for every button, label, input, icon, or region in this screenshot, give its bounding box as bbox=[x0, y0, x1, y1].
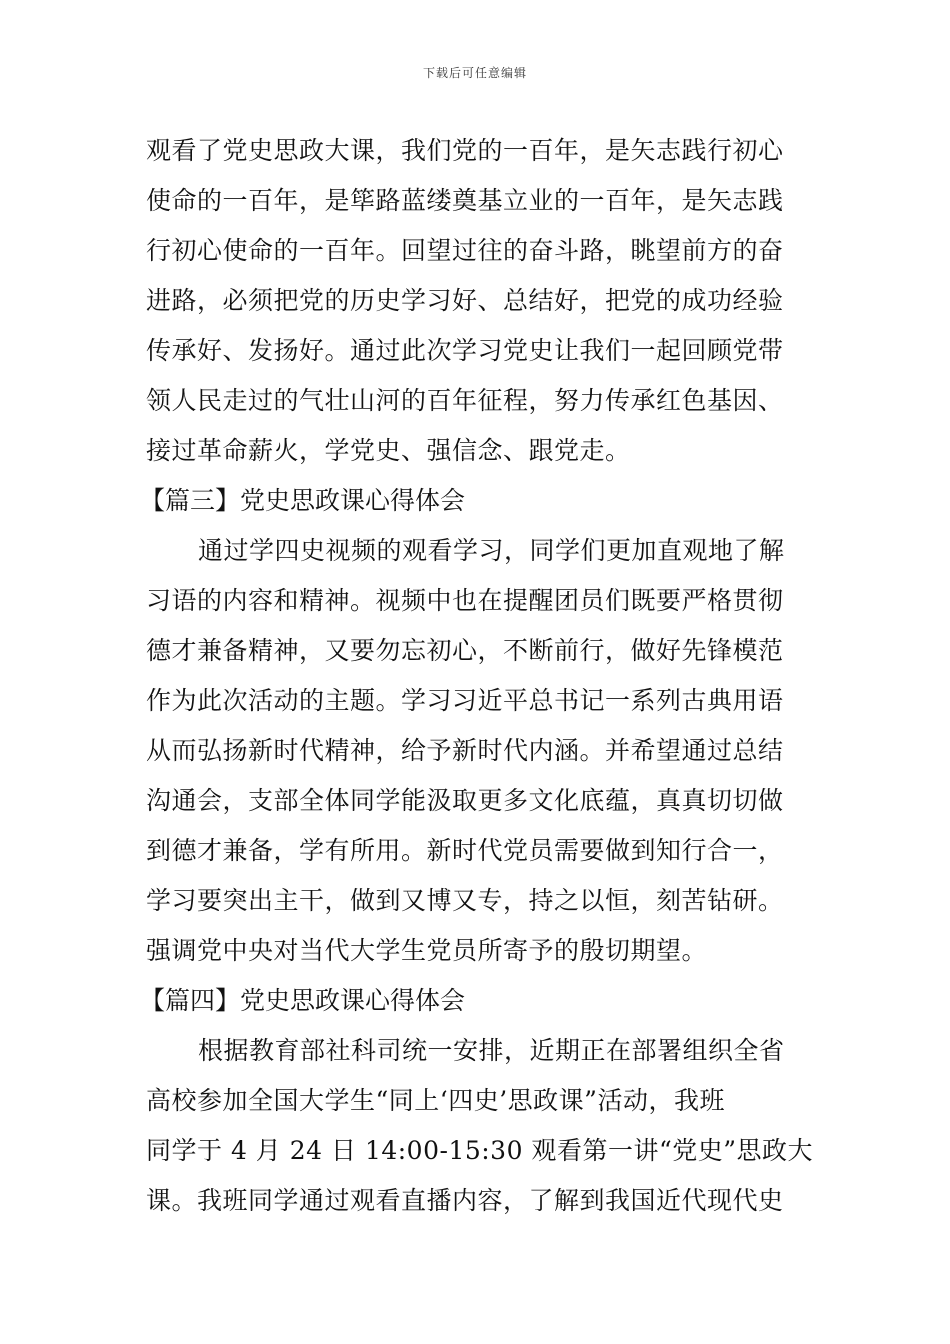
text-line: 领人民走过的气壮山河的百年征程，努力传承红色基因、 bbox=[146, 386, 784, 415]
text-line: 根据教育部社科司统一安排，近期正在部署组织全省 bbox=[198, 1036, 785, 1065]
section-heading-4: 【篇四】党史思政课心得体会 bbox=[140, 986, 466, 1015]
text-line: 传承好、发扬好。通过此次学习党史让我们一起回顾党带 bbox=[146, 336, 784, 365]
text-line: 习语的内容和精神。视频中也在提醒团员们既要严格贯彻 bbox=[146, 586, 784, 615]
text-line: 接过革命薪火，学党史、强信念、跟党走。 bbox=[146, 436, 631, 465]
text-line: 高校参加全国大学生“同上‘四史’思政课”活动，我班 bbox=[146, 1086, 725, 1115]
text-line: 到德才兼备，学有所用。新时代党员需要做到知行合一， bbox=[146, 836, 784, 865]
text-line: 观看了党史思政大课，我们党的一百年，是矢志践行初心 bbox=[146, 136, 784, 165]
text-line: 学习要突出主干，做到又博又专，持之以恒，刻苦钻研。 bbox=[146, 886, 784, 915]
section-4-body bbox=[146, 1026, 812, 1226]
section-heading-3: 【篇三】党史思政课心得体会 bbox=[140, 486, 466, 515]
paragraph-1 bbox=[146, 126, 812, 476]
header-note: 下载后可任意编辑 bbox=[422, 66, 527, 80]
text-line: 使命的一百年，是筚路蓝缕奠基立业的一百年，是矢志践 bbox=[146, 186, 784, 215]
text-line: 从而弘扬新时代精神，给予新时代内涵。并希望通过总结 bbox=[146, 736, 784, 765]
text-line: 强调党中央对当代大学生党员所寄予的殷切期望。 bbox=[146, 936, 708, 965]
text-line: 通过学四史视频的观看学习，同学们更加直观地了解 bbox=[198, 536, 785, 565]
text-line: 德才兼备精神，又要勿忘初心，不断前行，做好先锋模范 bbox=[146, 636, 784, 665]
text-line: 进路，必须把党的历史学习好、总结好，把党的成功经验 bbox=[146, 286, 784, 315]
text-line: 作为此次活动的主题。学习习近平总书记一系列古典用语 bbox=[146, 686, 784, 715]
text-line: 同学于 4 月 24 日 14:00-15:30 观看第一讲“党史”思政大 bbox=[146, 1136, 813, 1165]
text-line: 沟通会，支部全体同学能汲取更多文化底蕴，真真切切做 bbox=[146, 786, 784, 815]
document-body bbox=[140, 126, 813, 1226]
section-3-body bbox=[146, 526, 812, 976]
text-line: 课。我班同学通过观看直播内容，了解到我国近代现代史 bbox=[146, 1186, 784, 1215]
text-line: 行初心使命的一百年。回望过往的奋斗路，眺望前方的奋 bbox=[146, 236, 784, 265]
